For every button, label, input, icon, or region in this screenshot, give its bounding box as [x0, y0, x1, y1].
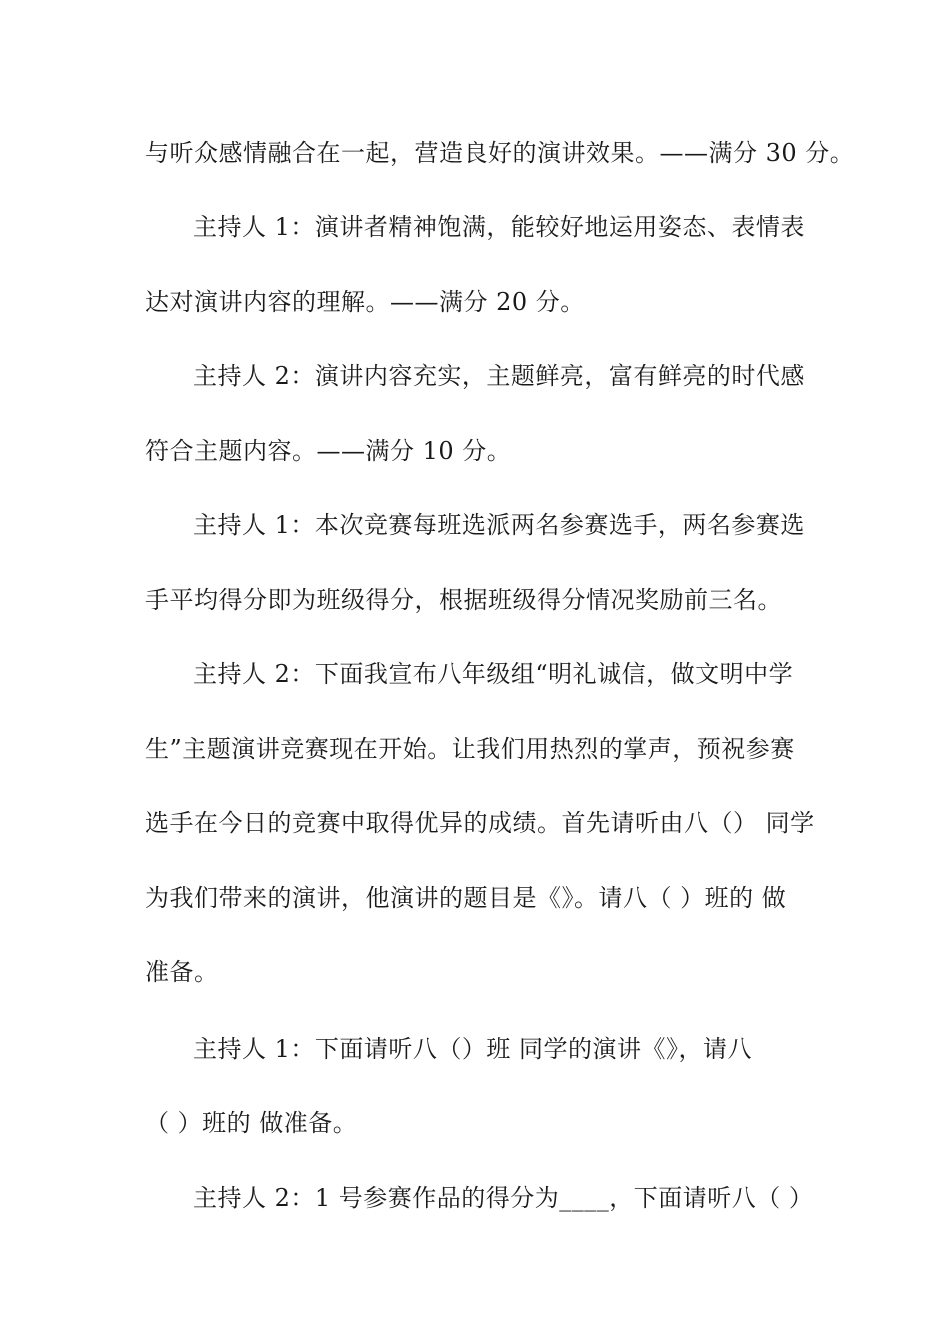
text-line: 准备。 — [145, 958, 219, 986]
text-line: 主持人 2：下面我宣布八年级组“明礼诚信，做文明中学 — [193, 660, 794, 688]
text-line: 主持人 1：下面请听八（）班 同学的演讲《》，请八 — [193, 1035, 753, 1063]
text-line: 主持人 1：本次竞赛每班选派两名参赛选手，两名参赛选 — [193, 511, 805, 539]
text-line: 手平均得分即为班级得分，根据班级得分情况奖励前三名。 — [145, 586, 782, 614]
text-line: 选手在今日的竞赛中取得优异的成绩。首先请听由八（） 同学 — [145, 809, 815, 837]
text-line: 与听众感情融合在一起，营造良好的演讲效果。——满分 30 分。 — [145, 139, 855, 167]
text-line: 符合主题内容。——满分 10 分。 — [145, 437, 512, 465]
text-line: 主持人 1：演讲者精神饱满，能较好地运用姿态、表情表 — [193, 213, 805, 241]
text-line: 主持人 2：演讲内容充实，主题鲜亮，富有鲜亮的时代感 — [193, 362, 805, 390]
text-line: （ ）班的 做准备。 — [145, 1109, 358, 1137]
text-line: 为我们带来的演讲，他演讲的题目是《》。请八（ ）班的 做 — [145, 884, 787, 912]
text-line: 生”主题演讲竞赛现在开始。让我们用热烈的掌声，预祝参赛 — [145, 735, 795, 763]
text-line: 达对演讲内容的理解。——满分 20 分。 — [145, 288, 585, 316]
text-line: 主持人 2：1 号参赛作品的得分为____，下面请听八（ ） — [193, 1184, 814, 1212]
